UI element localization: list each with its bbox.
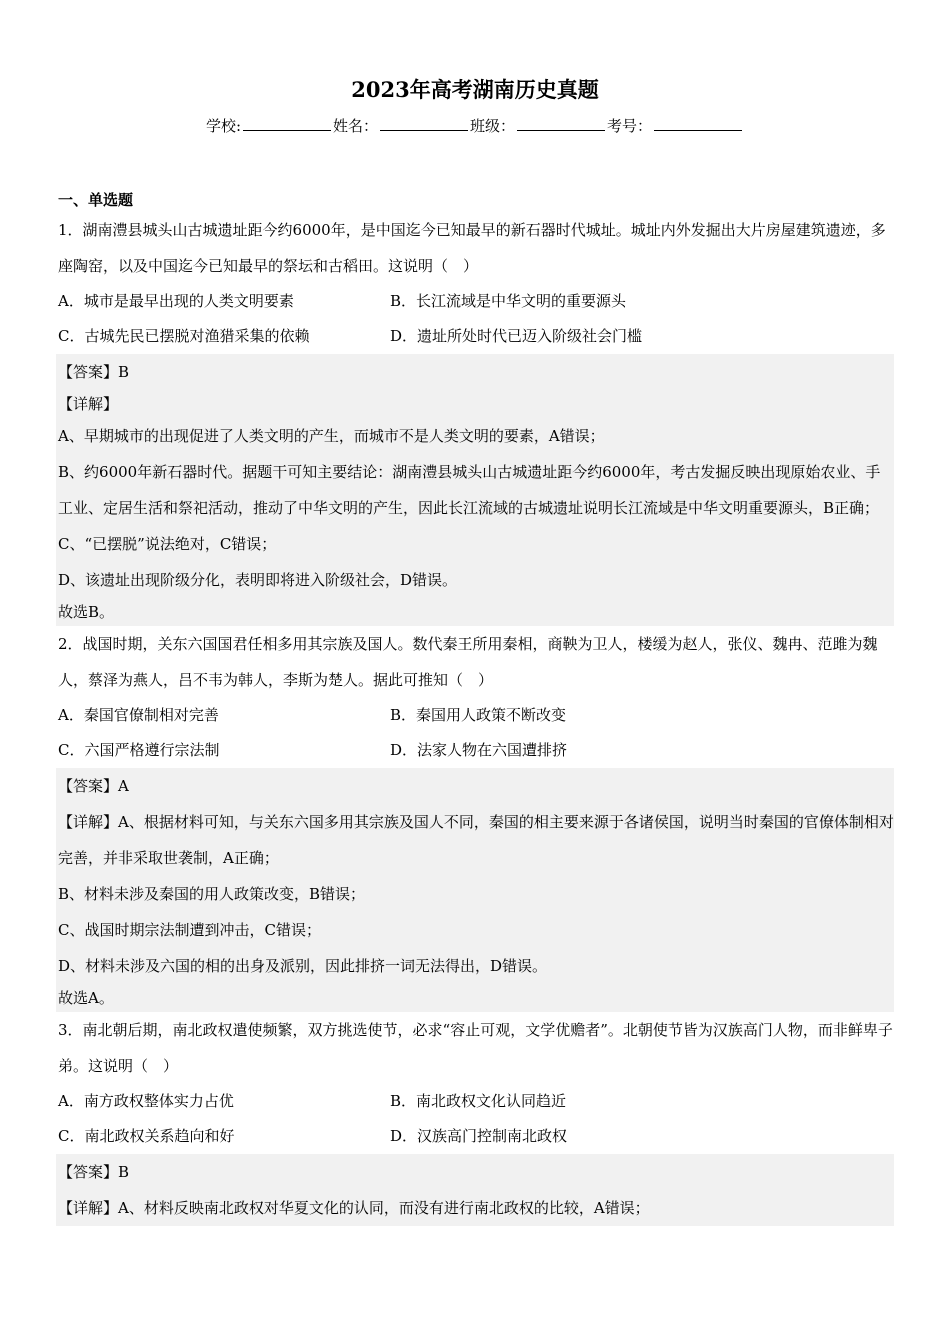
exam-title: 2023年高考湖南历史真题 — [351, 77, 599, 102]
name-label: 姓名： — [333, 117, 379, 135]
question-2 — [58, 626, 894, 1012]
option-d: D．汉族高门控制南北政权 — [390, 1127, 568, 1145]
option-c: C．古城先民已摆脱对渔猎采集的依赖 — [58, 327, 310, 345]
option-b: B．秦国用人政策不断改变 — [390, 706, 567, 724]
detail-label: 【详解】 — [58, 395, 119, 413]
option-d: D．法家人物在六国遭排挤 — [390, 741, 568, 759]
option-b: B．长江流域是中华文明的重要源头 — [390, 292, 627, 310]
school-blank[interactable] — [243, 116, 331, 131]
student-info-line — [0, 115, 950, 136]
section-title: 一、单选题 — [58, 191, 134, 209]
number-label: 考号： — [607, 117, 653, 135]
explanation-line: C、战国时期宗法制遭到冲击，C错误； — [58, 921, 321, 939]
answer-line: 【答案】B — [58, 1163, 130, 1181]
explanation-line: C、“已摆脱”说法绝对，C错误； — [58, 535, 277, 553]
options — [58, 698, 894, 768]
number-blank[interactable] — [654, 116, 742, 131]
answer-block — [56, 768, 894, 1012]
name-blank[interactable] — [380, 116, 468, 131]
question-3 — [58, 1012, 894, 1226]
option-c: C．六国严格遵行宗法制 — [58, 741, 220, 759]
answer-block — [56, 1154, 894, 1226]
options — [58, 1084, 894, 1154]
school-label: 学校: — [205, 117, 241, 135]
explanation-line: B、材料未涉及秦国的用人政策改变，B错误； — [58, 885, 366, 903]
class-blank[interactable] — [517, 116, 605, 131]
question-stem: 3．南北朝后期，南北政权遣使频繁，双方挑选使节，必求“容止可观，文学优赡者”。北朝使节皆为汉族高门人物，而非鲜卑子弟。这说明（ ） — [58, 1021, 893, 1075]
explanation-line: D、材料未涉及六国的相的出身及派别，因此排挤一词无法得出，D错误。 — [58, 957, 548, 975]
content — [58, 188, 894, 1226]
question-stem: 1．湖南澧县城头山古城遗址距今约6000年，是中国迄今已知最早的新石器时代城址。城址内外发掘出大片房屋建筑遗迹，多座陶窑，以及中国迄今已知最早的祭坛和古稻田。这说明（ ） — [58, 221, 886, 275]
explanation-line: 【详解】A、材料反映南北政权对华夏文化的认同，而没有进行南北政权的比较，A错误； — [58, 1199, 650, 1217]
explanation-line: A、早期城市的出现促进了人类文明的产生，而城市不是人类文明的要素，A错误； — [58, 427, 605, 445]
options — [58, 284, 894, 354]
question-1 — [58, 212, 894, 626]
option-b: B．南北政权文化认同趋近 — [390, 1092, 567, 1110]
option-a: A．秦国官僚制相对完善 — [58, 706, 219, 724]
option-a: A．城市是最早出现的人类文明要素 — [58, 292, 294, 310]
question-stem: 2．战国时期，关东六国国君任相多用其宗族及国人。数代秦王所用秦相，商鞅为卫人，楼缓为赵人，张仪、魏冉、范雎为魏人，蔡泽为燕人，吕不韦为韩人，李斯为楚人。据此可推知（ ） — [58, 635, 878, 689]
option-c: C．南北政权关系趋向和好 — [58, 1127, 235, 1145]
class-label: 班级： — [470, 117, 516, 135]
explanation-line: D、该遗址出现阶级分化，表明即将进入阶级社会，D错误。 — [58, 571, 458, 589]
conclusion-line: 故选A。 — [58, 989, 114, 1007]
answer-block — [56, 354, 894, 626]
option-a: A．南方政权整体实力占优 — [58, 1092, 234, 1110]
answer-line: 【答案】B — [58, 363, 130, 381]
answer-line: 【答案】A — [58, 777, 129, 795]
explanation-line: B、约6000年新石器时代。据题干可知主要结论：湖南澧县城头山古城遗址距今约6000年，考古发掘反映出现原始农业、手工业、定居生活和祭祀活动，推动了中华文明的产生，因此长江流域的古城遗址说明长江流域是中华文明重要源头，B正确； — [58, 463, 881, 517]
explanation-line: 【详解】A、根据材料可知，与关东六国多用其宗族及国人不同，秦国的相主要来源于各诸侯国，说明当时秦国的官僚体制相对完善，并非采取世袭制，A正确； — [58, 813, 894, 867]
option-d: D．遗址所处时代已迈入阶级社会门槛 — [390, 327, 643, 345]
conclusion-line: 故选B。 — [58, 603, 115, 621]
